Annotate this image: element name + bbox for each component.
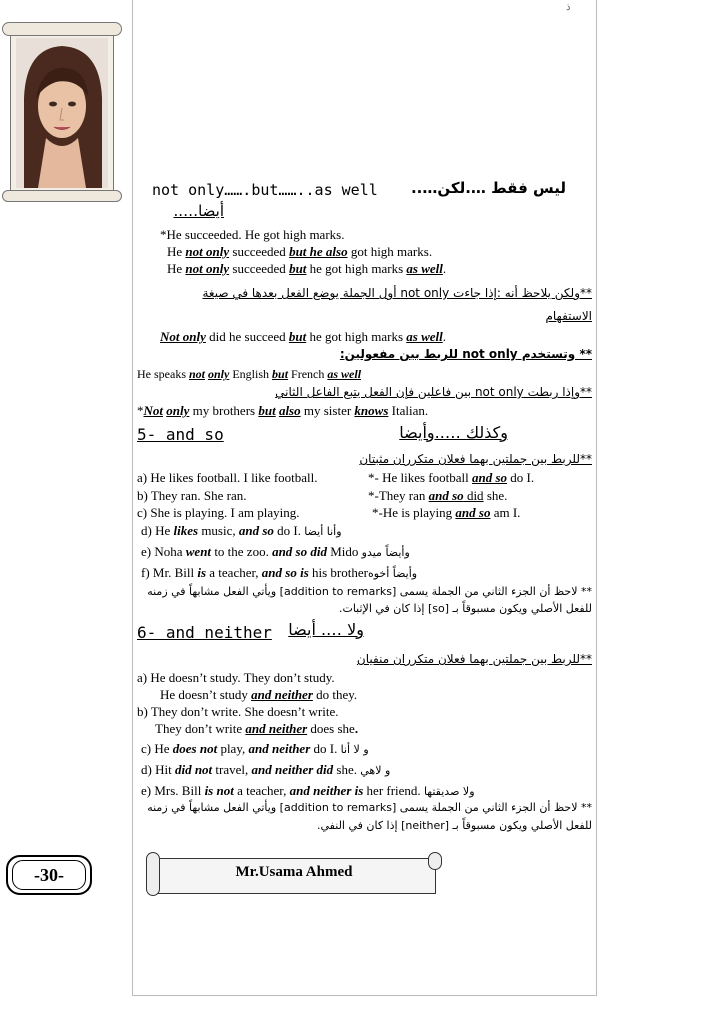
page-number: -30-: [34, 864, 64, 885]
example-line: d) He likes music, and so do I. وأنا أيضا: [141, 523, 342, 538]
rule-note: **للربط بين جملتين بهما فعلان متكرران مثبتان: [359, 452, 592, 466]
example-line: b) They don’t write. She doesn’t write.: [137, 704, 339, 719]
rule-note: **ولكن يلاحظ أنه :إذا جاءت not only أول الجملة يوضع الفعل بعدها في صيغة: [202, 286, 592, 300]
and-neither-heading-ar: ولا …. أيضا: [288, 620, 364, 639]
rule-note: للفعل الأصلي ويكون مسبوقاً بـ [neither] إذا كان في النفي.: [317, 819, 592, 832]
and-so-heading: 5- and so: [137, 425, 224, 444]
rule-note: الاستفهام: [545, 309, 592, 323]
example-line: a) He likes football. I like football.: [137, 470, 318, 485]
portrait-illustration: [16, 38, 108, 188]
scroll-curl-top: [2, 22, 122, 36]
rule-note: **للربط بين جملتين بهما فعلان متكرران منفيان: [356, 652, 592, 666]
example-line: e) Noha went to the zoo. and so did Mido وأيضاً ميدو: [141, 544, 410, 559]
example-line: *Not only my brothers but also my sister knows Italian.: [137, 403, 429, 418]
example-line: *-They ran and so did she.: [368, 488, 508, 503]
author-name: Mr.Usama Ahmed: [235, 864, 353, 880]
scroll-curl-bottom: [2, 190, 122, 202]
example-line: c) He does not play, and neither do I. و لا أنا: [141, 741, 369, 756]
example-line: *- He likes football and so do I.: [368, 470, 535, 485]
example-line: f) Mr. Bill is a teacher, and so is his brotherوأيضاً أخوه: [141, 565, 418, 580]
example-line: He doesn’t study and neither do they.: [160, 687, 358, 702]
not-only-heading-ar2: أيضا…..: [173, 202, 224, 220]
rule-note: ** لاحظ أن الجزء الثاني من الجملة يسمى [addition to remarks] ويأتي الفعل مشابهاً في زمنه: [147, 801, 592, 814]
and-neither-heading: 6- and neither: [137, 623, 272, 642]
example-line: He speaks not only English but French as well: [137, 367, 362, 381]
example-line: *He succeeded. He got high marks.: [160, 227, 345, 242]
rule-note: **وإذا ربطت not only بين فاعلين فإن الفعل يتبع الفاعل الثاني: [275, 385, 592, 399]
not-only-heading: not only…….but……..as well: [152, 181, 378, 199]
rule-note: ** لاحظ أن الجزء الثاني من الجملة يسمى [addition to remarks] ويأتي الفعل مشابهاً في زمنه: [147, 585, 592, 598]
example-line: e) Mrs. Bill is not a teacher, and neither is her friend. ولا صديقتها: [141, 783, 475, 798]
author-scroll: [146, 852, 442, 896]
page-number-badge: [6, 855, 92, 895]
example-line: *-He is playing and so am I.: [372, 505, 521, 520]
example-line: They don’t write and neither does she.: [155, 721, 359, 736]
rule-note: ** وتستخدم not only للربط بين مفعولين:: [339, 347, 592, 361]
example-line: He not only succeeded but he got high marks as well.: [167, 261, 447, 276]
rule-note: للفعل الأصلي ويكون مسبوقاً بـ [so] إذا كان في الإثبات.: [338, 602, 592, 615]
corner-mark: ذ: [566, 2, 571, 13]
example-line: Not only did he succeed but he got high marks as well.: [160, 329, 446, 344]
example-line: c) She is playing. I am playing.: [137, 505, 300, 520]
and-so-heading-ar: وكذلك …..وأيضا: [399, 423, 508, 442]
example-line: a) He doesn’t study. They don’t study.: [137, 670, 335, 685]
not-only-heading-ar: ليس فقط ….لكن…..: [410, 179, 566, 197]
example-line: b) They ran. She ran.: [137, 488, 247, 503]
portrait-scroll: [2, 22, 122, 202]
example-line: He not only succeeded but he also got high marks.: [167, 244, 433, 259]
example-line: d) Hit did not travel, and neither did she. و لاهي: [141, 762, 391, 777]
portrait-image: [16, 38, 108, 188]
